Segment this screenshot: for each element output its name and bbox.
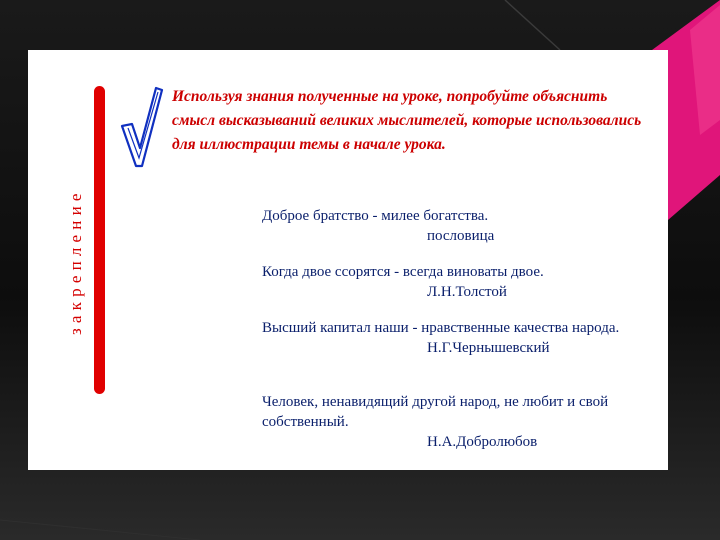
quote-text: Высший капитал наши - нравственные качества народа. <box>262 320 620 336</box>
vertical-title: закрепление <box>66 188 85 335</box>
quote-text: Человек, ненавидящий другой народ, не любит и свой собственный. <box>262 394 609 430</box>
red-accent-bar <box>94 86 105 394</box>
checkmark-icon <box>120 86 164 168</box>
quote-author: Н.Г.Чернышевский <box>427 340 550 356</box>
quote-text: Доброе братство - милее богатства. <box>262 208 489 224</box>
quote-author: пословица <box>427 228 495 244</box>
quote-author: Н.А.Добролюбов <box>427 434 538 450</box>
quote-author: Л.Н.Толстой <box>427 284 507 300</box>
quote-item <box>262 392 642 452</box>
quote-item <box>262 318 642 358</box>
instruction-text: Используя знания полученные на уроке, попробуйте объяснить смысл высказываний великих мыслителей, которые использовались для иллюстрации темы в начале урока. <box>172 88 642 153</box>
quote-item <box>262 206 642 246</box>
quote-item <box>262 262 642 302</box>
quote-text: Когда двое ссорятся - всегда виноваты двое. <box>262 264 544 280</box>
